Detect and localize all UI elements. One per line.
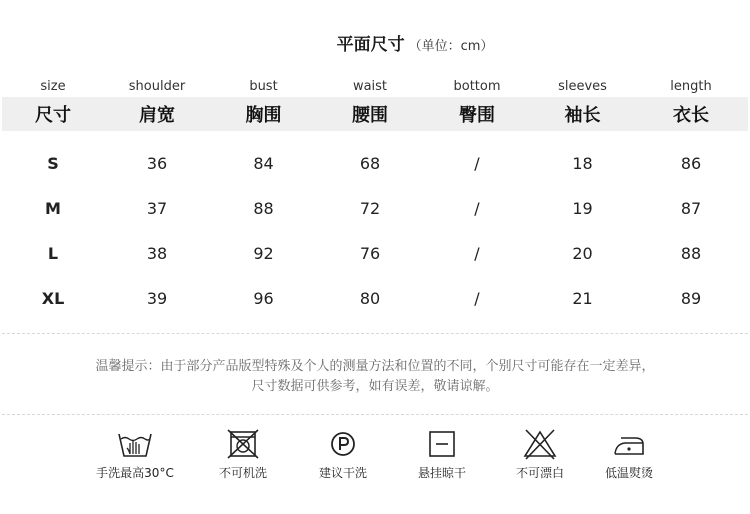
cell-shoulder: 39	[146, 288, 168, 308]
hand-wash-30-icon	[115, 428, 155, 460]
title-unit: （单位：cm）	[408, 39, 494, 54]
cell-bottom: /	[474, 288, 480, 308]
header-en-length: length	[670, 78, 712, 94]
table-row	[2, 239, 748, 267]
cell-shoulder: 36	[146, 153, 168, 173]
header-en-shoulder: shoulder	[128, 78, 186, 94]
header-cn-waist: 腰围	[352, 105, 388, 126]
header-en-waist: waist	[352, 78, 388, 94]
table-row	[2, 149, 748, 177]
table-row	[2, 284, 748, 312]
page-title	[0, 30, 750, 55]
cell-waist: 76	[359, 243, 381, 263]
divider	[2, 333, 748, 334]
header-cn-bottom: 臀围	[459, 105, 495, 126]
care-item	[490, 428, 590, 488]
divider	[2, 414, 748, 415]
cell-waist: 68	[359, 153, 381, 173]
header-en-bottom: bottom	[453, 78, 501, 94]
cell-length: 89	[680, 288, 702, 308]
cell-size: S	[47, 153, 59, 173]
care-item	[193, 428, 293, 488]
cell-sleeves: 18	[572, 153, 593, 173]
care-instructions	[0, 428, 750, 488]
cell-bust: 84	[253, 153, 274, 173]
cell-bust: 96	[253, 288, 274, 308]
care-label: 不可机洗	[218, 466, 267, 480]
care-item	[85, 428, 185, 488]
care-label: 低温熨烫	[604, 466, 653, 480]
header-cn-length: 衣长	[673, 105, 709, 126]
care-item	[579, 428, 679, 488]
header-cn-sleeves: 袖长	[564, 105, 601, 126]
cell-sleeves: 21	[572, 288, 593, 308]
cell-sleeves: 20	[572, 243, 593, 263]
care-label: 不可漂白	[515, 466, 564, 480]
table-header-en	[2, 76, 748, 96]
header-en-size: size	[40, 78, 66, 94]
table-row	[2, 194, 748, 222]
cell-bust: 88	[253, 198, 274, 218]
title-main: 平面尺寸	[336, 35, 405, 55]
cell-bottom: /	[474, 198, 480, 218]
hang-dry-icon	[422, 428, 462, 460]
cell-length: 86	[680, 153, 702, 173]
cell-size: XL	[41, 288, 65, 308]
cell-bust: 92	[253, 243, 274, 263]
cell-length: 87	[680, 198, 702, 218]
header-cn-shoulder: 肩宽	[139, 105, 175, 126]
cell-waist: 80	[359, 288, 381, 308]
header-en-sleeves: sleeves	[558, 78, 607, 94]
cell-size: L	[47, 243, 59, 263]
no-machine-wash-icon	[223, 428, 263, 460]
care-label: 建议干洗	[318, 466, 367, 480]
care-label: 悬挂晾干	[417, 466, 466, 480]
cell-bottom: /	[474, 153, 480, 173]
header-en-bust: bust	[249, 78, 278, 94]
table-header-cn	[2, 97, 748, 131]
care-label: 手洗最高30°C	[96, 466, 174, 480]
cell-shoulder: 37	[146, 198, 168, 218]
cell-sleeves: 19	[572, 198, 593, 218]
note-line-1: 温馨提示：由于部分产品版型特殊及个人的测量方法和位置的不同，个别尺寸可能存在一定差异，	[95, 359, 655, 374]
cell-length: 88	[680, 243, 702, 263]
iron-low-icon	[609, 428, 649, 460]
cell-bottom: /	[474, 243, 480, 263]
care-item	[293, 428, 393, 488]
no-bleach-icon	[520, 428, 560, 460]
note-line-2: 尺寸数据可供参考，如有误差，敬请谅解。	[251, 379, 499, 394]
care-item	[392, 428, 492, 488]
header-cn-size: 尺寸	[35, 105, 71, 126]
cell-shoulder: 38	[146, 243, 168, 263]
dry-clean-p-icon	[323, 428, 363, 460]
cell-waist: 72	[359, 198, 381, 218]
cell-size: M	[45, 198, 61, 218]
header-cn-bust: 胸围	[245, 105, 282, 126]
